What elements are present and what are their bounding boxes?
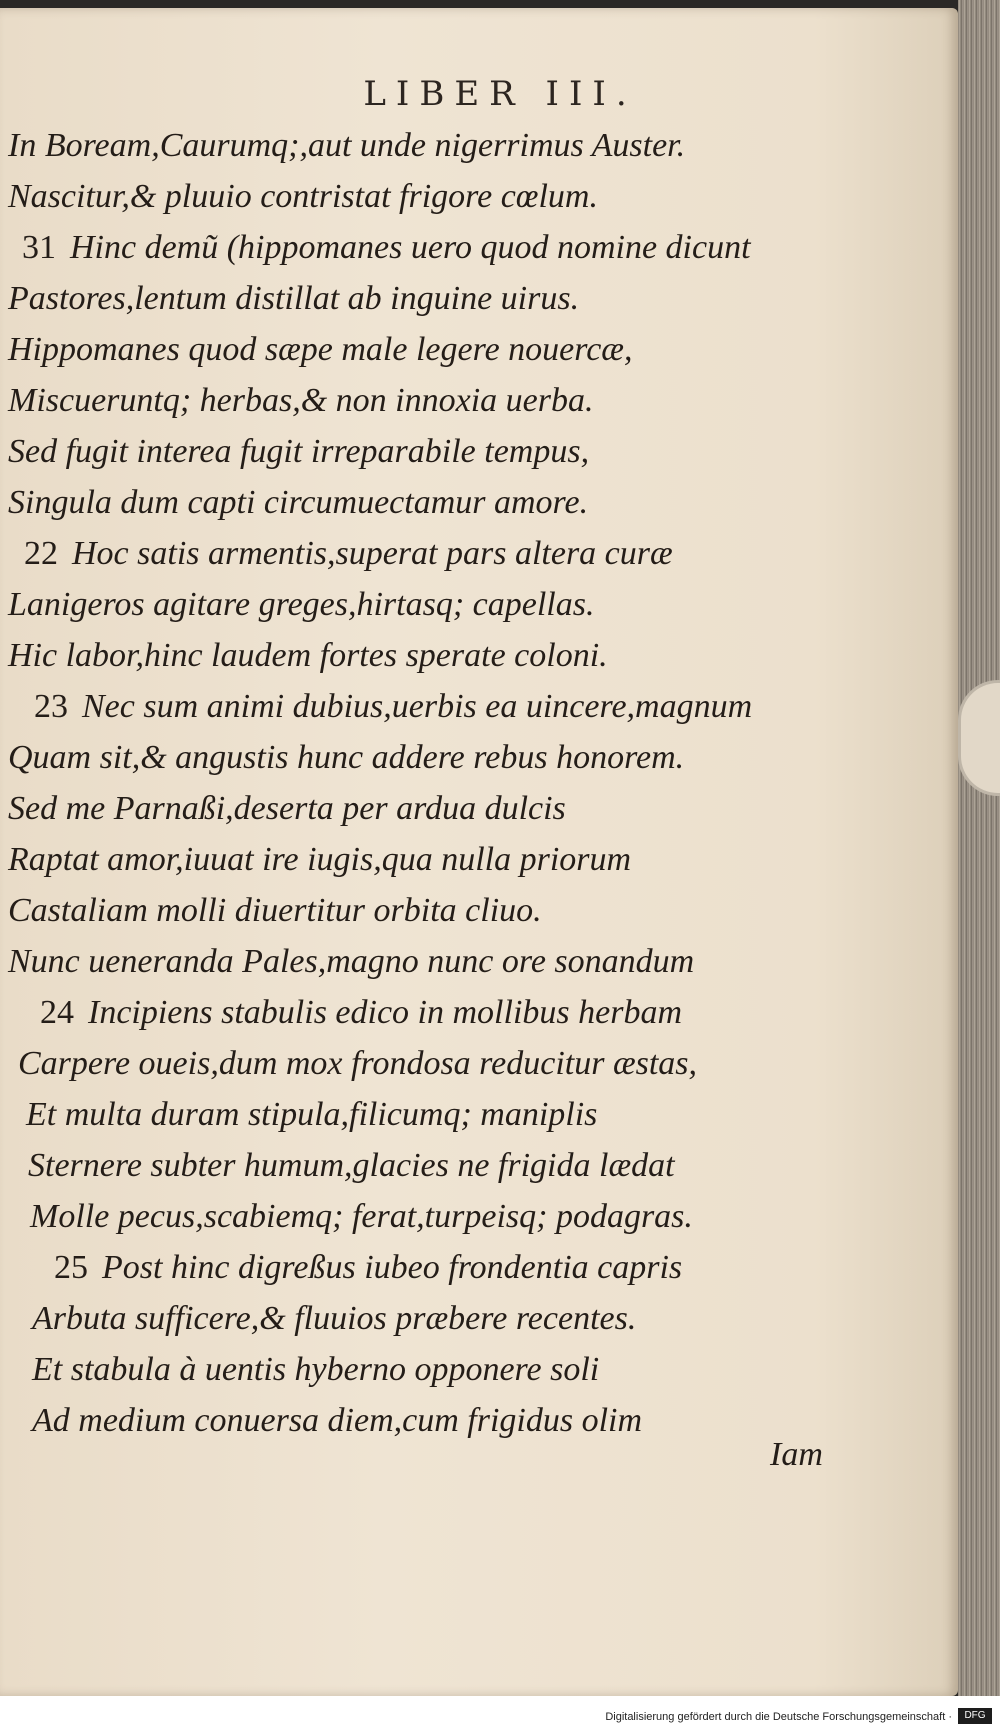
verse-line: Hippomanes quod sæpe male legere nouercæ, bbox=[8, 331, 633, 368]
verse-text: Nec sum animi dubius,uerbis ea uincere,magnum bbox=[82, 688, 753, 725]
verse-line: Sternere subter humum,glacies ne frigida lædat bbox=[28, 1147, 675, 1184]
verse-line-numbered bbox=[40, 996, 682, 1030]
verse-line: Ad medium conuersa diem,cum frigidus olim bbox=[32, 1402, 643, 1439]
line-number: 24 bbox=[40, 994, 74, 1031]
verse-line: Nascitur,& pluuio contristat frigore cœlum. bbox=[8, 178, 598, 215]
verse-text: Hoc satis armentis,superat pars altera curæ bbox=[72, 535, 673, 572]
verse-line: Singula dum capti circumuectamur amore. bbox=[8, 484, 589, 521]
line-number: 23 bbox=[34, 688, 68, 725]
verse-line: Miscueruntq; herbas,& non innoxia uerba. bbox=[8, 382, 594, 419]
verse-line: Pastores,lentum distillat ab inguine uirus. bbox=[8, 280, 580, 317]
verse-line: Et stabula à uentis hyberno opponere soli bbox=[32, 1351, 600, 1388]
footer-credit: Digitalisierung gefördert durch die Deutsche Forschungsgemeinschaft · bbox=[605, 1711, 952, 1723]
line-number: 22 bbox=[24, 535, 58, 572]
running-title: LIBER III. bbox=[363, 74, 637, 114]
line-number: 25 bbox=[54, 1249, 88, 1286]
verse-line: Castaliam molli diuertitur orbita cliuo. bbox=[8, 892, 542, 929]
verse-line: In Boream,Caurumq;,aut unde nigerrimus Auster. bbox=[8, 127, 686, 164]
verse-line-numbered bbox=[22, 231, 751, 265]
verse-text: Hinc demũ (hippomanes uero quod nomine dicunt bbox=[70, 229, 751, 266]
verse-text: Post hinc digreßus iubeo frondentia capris bbox=[102, 1249, 683, 1286]
verse-line: Nunc ueneranda Pales,magno nunc ore sonandum bbox=[8, 943, 695, 980]
clasp bbox=[958, 680, 1000, 796]
verse-line: Hic labor,hinc laudem fortes sperate coloni. bbox=[8, 637, 608, 674]
verse-text: Incipiens stabulis edico in mollibus herbam bbox=[88, 994, 683, 1031]
line-number: 31 bbox=[22, 229, 56, 266]
verse-line-numbered bbox=[34, 690, 752, 724]
verse-line: Arbuta sufficere,& fluuios præbere recentes. bbox=[32, 1300, 637, 1337]
verse-line: Lanigeros agitare greges,hirtasq; capellas. bbox=[8, 586, 595, 623]
verse-line-numbered bbox=[24, 537, 673, 571]
catchword: Iam bbox=[770, 1436, 823, 1473]
verse-line: Quam sit,& angustis hunc addere rebus honorem. bbox=[8, 739, 685, 776]
verse-line: Et multa duram stipula,filicumq; maniplis bbox=[26, 1096, 598, 1133]
verse-line-numbered bbox=[54, 1251, 682, 1285]
verse-line: Raptat amor,iuuat ire iugis,qua nulla priorum bbox=[8, 841, 632, 878]
verse-line: Sed fugit interea fugit irreparabile tempus, bbox=[8, 433, 590, 470]
verse-line: Molle pecus,scabiemq; ferat,turpeisq; podagras. bbox=[30, 1198, 693, 1235]
verse-line: Carpere oueis,dum mox frondosa reducitur æstas, bbox=[18, 1045, 698, 1082]
verse-line: Sed me Parnaßi,deserta per ardua dulcis bbox=[8, 790, 566, 827]
dfg-logo: DFG bbox=[958, 1708, 992, 1724]
page-edges bbox=[958, 0, 1000, 1700]
